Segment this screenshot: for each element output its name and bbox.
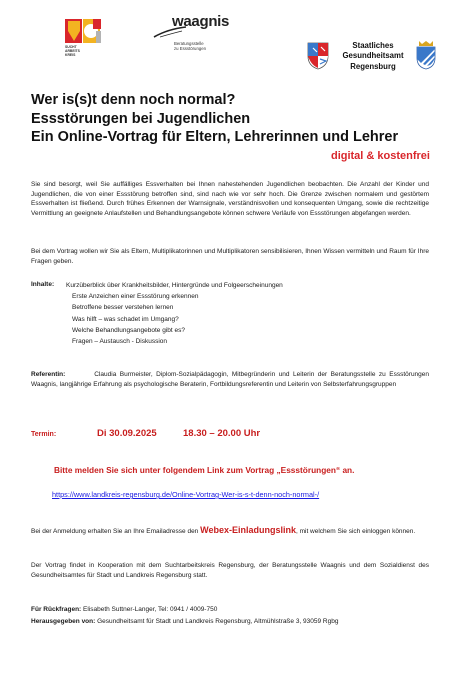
contact-text: Elisabeth Suttner-Langer, Tel: 0941 / 4009-750 <box>81 606 218 613</box>
sak-text-1: SUCHT <box>65 45 77 49</box>
authority-line-1: Staatliches <box>352 41 394 50</box>
suchtarbeitskreis-logo <box>64 17 102 61</box>
list-item: Erste Anzeichen einer Essstörung erkennen <box>72 293 199 301</box>
inhalte-list <box>66 280 406 347</box>
list-item: Kurzüberblick über Krankheitsbilder, Hintergründe und Folgeerscheinungen <box>66 282 283 289</box>
publisher-text: Gesundheitsamt für Stadt und Landkreis Regensburg, Altmühlstraße 3, 93059 Rgbg <box>95 618 339 625</box>
contact-label: Für Rückfragen: <box>31 606 82 613</box>
page-title <box>31 91 451 147</box>
authority-name <box>333 41 413 72</box>
coat-of-arms-regensburg-icon <box>307 42 329 70</box>
inhalte-label: Inhalte: <box>31 281 55 288</box>
bavaria-coat-of-arms-icon <box>415 40 437 70</box>
list-item: Welche Behandlungsangebote gibt es? <box>72 326 185 334</box>
footer-contact <box>31 605 451 615</box>
referentin-label: Referentin: <box>31 371 66 378</box>
list-item: Was hilft – was schadet im Umgang? <box>72 315 179 323</box>
waagnis-logo <box>150 13 250 61</box>
subtitle-digital-free: digital & kostenfrei <box>330 150 430 162</box>
registration-notice: Bitte melden Sie sich unter folgendem Link zum Vortrag „Essstörungen“ an. <box>54 465 355 475</box>
waagnis-wordmark: waagnis <box>172 13 230 30</box>
referentin-paragraph <box>31 370 429 389</box>
termin-time: 18.30 – 20.00 Uhr <box>183 428 261 439</box>
title-line-2: Essstörungen bei Jugendlichen <box>31 110 251 127</box>
sak-text-2: ARBEITS <box>65 49 80 54</box>
webex-highlight: Webex-Einladungslink <box>200 525 296 535</box>
sak-text-3: KREIS <box>65 53 76 58</box>
waagnis-sub-2: zu Essstörungen <box>174 46 207 51</box>
title-line-3: Ein Online-Vortrag für Eltern, Lehrerinnen und Lehrer <box>31 129 399 145</box>
authority-line-3: Regensburg <box>350 61 396 71</box>
termin-date: Di 30.09.2025 <box>97 428 157 439</box>
footer-publisher <box>31 617 451 627</box>
publisher-label: Herausgegeben von: <box>31 618 96 625</box>
intro-paragraph-2: Bei dem Vortrag wollen wir Sie als Eltern, Multiplikatorinnen und Multiplikatoren sensibilisieren, Ihnen Wissen vermitteln und Raum für Ihre Fragen geben. <box>31 248 429 265</box>
termin-label: Termin: <box>31 431 57 438</box>
cooperation-paragraph: Der Vortrag findet in Kooperation mit dem Suchtarbeitskreis Regensburg, der Beratungsstelle Waagnis und dem Sozialdienst des Gesundheitsamtes für Stadt und Landkreis Regensburg statt. <box>31 562 429 579</box>
list-item: Betroffene besser verstehen lernen <box>72 304 174 312</box>
waagnis-sub-1: Beratungsstelle <box>174 41 204 46</box>
registration-link[interactable]: https://www.landkreis-regensburg.de/Online-Vortrag-Wer-is-s-t-denn-noch-normal-/ <box>52 490 320 499</box>
webex-paragraph <box>31 525 429 537</box>
authority-line-2: Gesundheitsamt <box>342 51 404 61</box>
webex-text-before: Bei der Anmeldung erhalten Sie an Ihre Emailadresse den <box>31 528 201 535</box>
title-line-1: Wer is(s)t denn noch normal? <box>31 92 236 108</box>
list-item: Fragen – Austausch - Diskussion <box>72 338 168 346</box>
waagnis-subline <box>174 41 206 51</box>
referentin-text: Claudia Burmeister, Diplom-Sozialpädagogin, Mitbegründerin und Leiterin der Beratungsstelle zu Essstörungen Waagnis, langjährige Erfahrung als psychologische Beraterin, Fortbildungsreferentin und Leiterin von Selbsterfahrungsgruppen <box>31 371 430 388</box>
webex-text-after: , mit welchem Sie sich einloggen können. <box>295 528 416 535</box>
intro-paragraph-1: Sie sind besorgt, weil Sie auffälliges Essverhalten bei Ihnen nahestehenden Jugendlichen beobachten. Die Anzahl der Kinder und Jugendlichen, die von einer Essstörung betroffen sind, sind nach wie vor sehr hoch. Die Grenze zwischen normalem und gestörtem Essverhalten ist fließend. Durch frühes Erkennen der Warnsignale, verständnisvollen und konsequenten Umgang, sowie die rechtzeitige Vermittlung an geeignete Anlaufstellen und Behandlungsangebote können schwere Verläufe von Essstörungen abgefangen werden. <box>31 181 429 217</box>
